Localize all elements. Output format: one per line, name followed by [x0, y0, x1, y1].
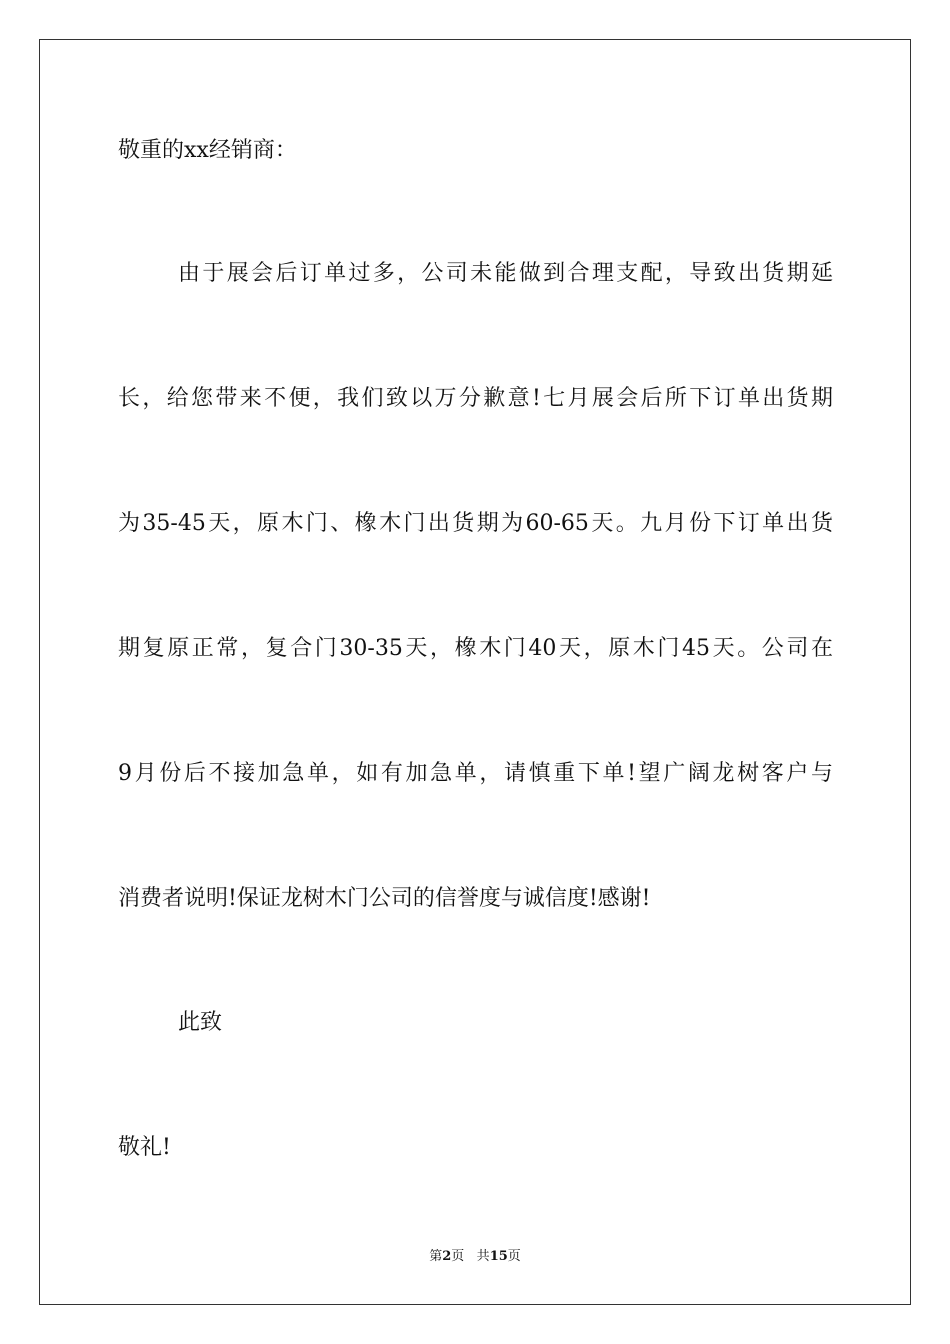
body-line-3: 为35-45天，原木门、橡木门出货期为60-65天。九月份下订单出货: [118, 511, 833, 536]
footer-page-number: 2: [442, 1249, 452, 1264]
footer-total-pages: 15: [489, 1249, 508, 1264]
salutation: 敬重的xx经销商：: [118, 138, 297, 163]
body-line-2: 长，给您带来不便，我们致以万分歉意!七月展会后所下订单出货期: [118, 386, 833, 411]
footer-total-suffix: 页: [507, 1249, 521, 1264]
page-footer: [0, 1248, 950, 1266]
footer-total-prefix: 共: [476, 1249, 490, 1264]
regards: 敬礼!: [118, 1135, 171, 1160]
page-border: [39, 39, 911, 1305]
footer-page-prefix: 第: [429, 1249, 443, 1264]
body-line-5: 9月份后不接加急单，如有加急单，请慎重下单!望广阔龙树客户与: [118, 761, 833, 786]
body-line-6: 消费者说明!保证龙树木门公司的信誉度与诚信度!感谢!: [118, 886, 651, 911]
body-line-4: 期复原正常，复合门30-35天，橡木门40天，原木门45天。公司在: [118, 636, 833, 661]
closing: 此致: [178, 1010, 223, 1035]
footer-page-suffix: 页: [451, 1249, 465, 1264]
body-line-1: 由于展会后订单过多，公司未能做到合理支配，导致出货期延: [178, 261, 833, 286]
